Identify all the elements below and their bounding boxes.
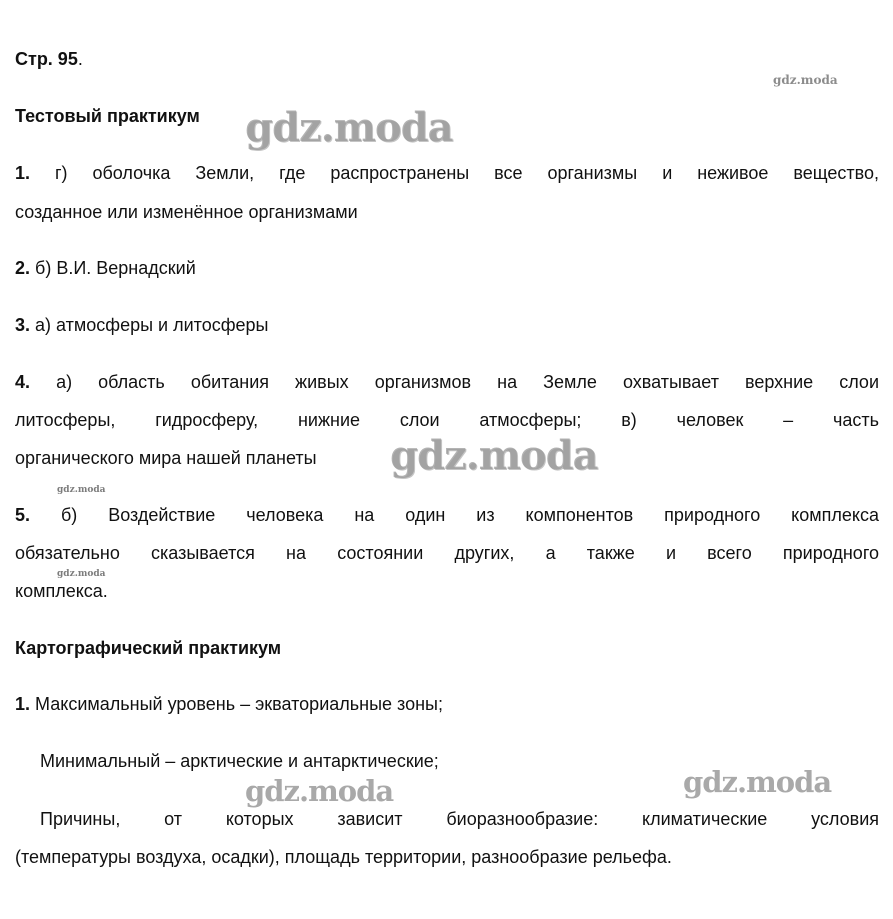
test-item-5-line-3: комплекса. — [15, 581, 108, 601]
watermark-tiny-1: gdz.moda — [57, 485, 106, 495]
watermark-small: gdz.moda — [773, 73, 838, 87]
page-number-label: Стр. 95 — [15, 49, 78, 69]
test-item-2 — [15, 257, 196, 279]
carto-item-1 — [15, 693, 443, 715]
watermark-large-1: gdz.moda — [245, 104, 453, 151]
test-item-4-number: 4. — [15, 372, 31, 392]
watermark-large-2: gdz.moda — [390, 432, 598, 479]
test-item-1-line-1 — [15, 162, 879, 184]
test-item-2-number: 2. — [15, 258, 31, 278]
carto-item-1-text: Максимальный уровень – экваториальные зоны; — [35, 694, 443, 714]
carto-item-1-number: 1. — [15, 694, 31, 714]
carto-reasons-line-1: Причины, от которых зависит биоразнообразие: климатические условия — [40, 809, 879, 829]
test-item-3-text: а) атмосферы и литосферы — [35, 315, 269, 335]
test-item-3-number: 3. — [15, 315, 31, 335]
test-item-4-text: а) область обитания живых организмов на Земле охватывает верхние слои — [56, 372, 879, 392]
test-item-5-number: 5. — [15, 505, 31, 525]
section-title-carto: Картографический практикум — [15, 638, 282, 658]
watermark-medium-1: gdz.moda — [683, 765, 832, 799]
page-number — [15, 48, 83, 70]
test-item-3 — [15, 314, 269, 336]
test-item-4-line-3: органического мира нашей планеты — [15, 448, 317, 468]
test-item-5-line-1 — [15, 504, 879, 526]
test-item-1-number: 1. — [15, 163, 31, 183]
test-item-2-text: б) В.И. Вернадский — [35, 258, 196, 278]
test-item-5-text: б) Воздействие человека на один из компонентов природного комплекса — [60, 505, 879, 525]
test-item-4-line-2: литосферы, гидросферу, нижние слои атмосферы; в) человек – часть — [15, 410, 879, 430]
watermark-tiny-2: gdz.moda — [57, 569, 106, 579]
page-number-suffix: . — [77, 49, 83, 69]
watermark-medium-2: gdz.moda — [245, 774, 394, 808]
carto-reasons-line-2: (температуры воздуха, осадки), площадь территории, разнообразие рельефа. — [15, 847, 672, 867]
test-item-5-line-2: обязательно сказывается на состоянии других, а также и всего природного — [15, 543, 879, 563]
carto-min-text: Минимальный – арктические и антарктические; — [40, 751, 439, 771]
test-item-1-text: г) оболочка Земли, где распространены все организмы и неживое вещество, — [54, 163, 879, 183]
test-item-1-line-2: созданное или изменённое организмами — [15, 202, 358, 222]
section-title-test: Тестовый практикум — [15, 106, 200, 126]
test-item-4-line-1 — [15, 371, 879, 393]
